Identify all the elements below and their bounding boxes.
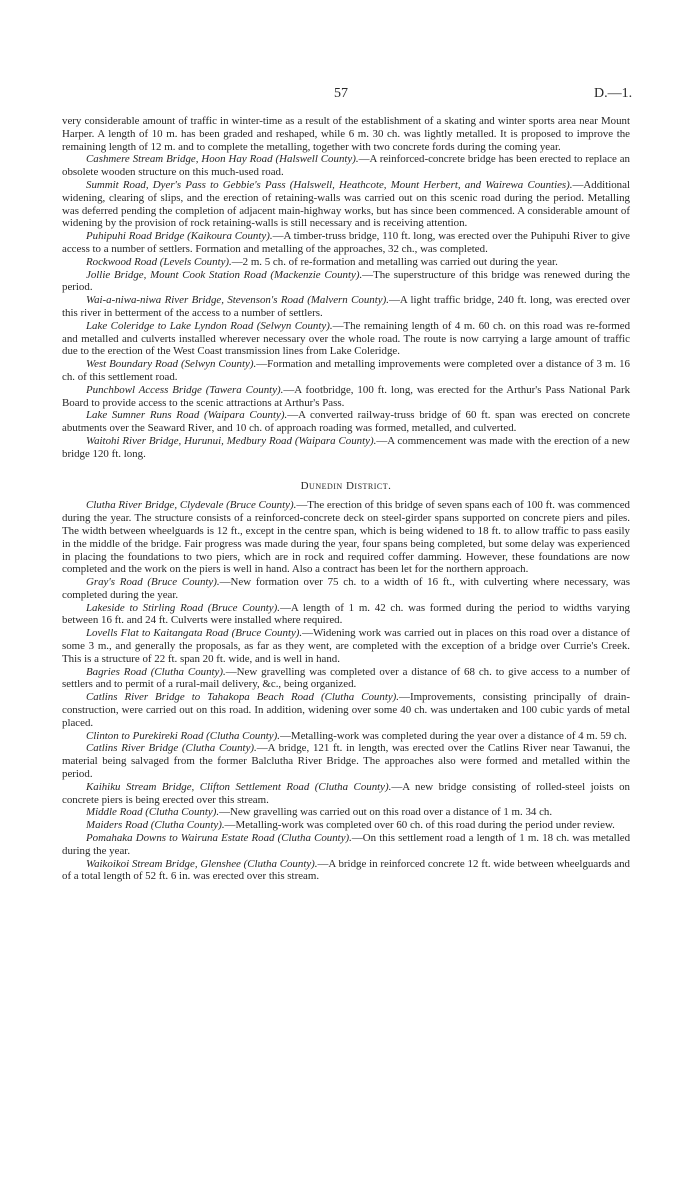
entry-text: —The superstructure of this bridge was renewed during the period. — [62, 268, 630, 294]
entry-text: —New gravelling was carried out on this road over a distance of 1 m. 34 ch. — [219, 806, 553, 819]
entry-title: Cashmere Stream Bridge, Hoon Hay Road (Halswell County). — [86, 153, 359, 166]
entry-title: Gray's Road (Bruce County). — [86, 576, 220, 589]
entry-text: —The erection of this bridge of seven spans each of 100 ft. was commenced during the year. The structure consists of a reinforced-concrete deck on steel-girder spans supported on concrete piers and piles. The width between wheelguards is 12 ft., except in the centre span, which is being widened to 18 ft. to allow traffic to pass easily in the middle of the bridge. Fair progress was made during the year, four spans being completed, but some delay was experienced in placing the foundations to two piers, which are in rock and required coffer damming. However, these foundations are now completed and the work on the piers is well in hand. Also a contract has been let for the northern approach. — [62, 499, 630, 576]
entry-text: —Metalling-work was completed during the year over a distance of 4 m. 59 ch. — [280, 729, 627, 742]
entry-paragraph — [62, 819, 630, 832]
entry-paragraph — [62, 742, 630, 780]
entry-paragraph — [62, 256, 630, 269]
entry-title: Waikoikoi Stream Bridge, Glenshee (Clutha County). — [86, 857, 318, 870]
entry-paragraph — [62, 294, 630, 320]
entry-title: Catlins River Bridge (Clutha County). — [86, 742, 257, 755]
entry-title: West Boundary Road (Selwyn County). — [86, 358, 257, 371]
entry-title: Puhipuhi Road Bridge (Kaikoura County). — [86, 230, 273, 243]
entry-title: Clinton to Purekireki Road (Clutha County). — [86, 729, 280, 742]
entry-title: Middle Road (Clutha County). — [86, 806, 220, 819]
body-text — [62, 115, 630, 883]
entry-title: Waitohi River Bridge, Hurunui, Medbury Road (Waipara County). — [86, 434, 377, 447]
entry-text: —New gravelling was completed over a distance of 68 ch. to give access to a number of settlers and to permit of a rural-mail delivery, &c., being organized. — [62, 665, 631, 691]
entry-title: Summit Road, Dyer's Pass to Gebbie's Pass (Halswell, Heathcote, Mount Herbert, and Wairewa Counties). — [86, 178, 573, 191]
entry-paragraph — [62, 666, 630, 692]
page-number: 57 — [334, 86, 348, 101]
entry-text: —A reinforced-concrete bridge has been erected to replace an obsolete wooden structure on this much-used road. — [62, 153, 630, 179]
entry-paragraph — [62, 269, 630, 295]
entry-text: —A timber-truss bridge, 110 ft. long, was erected over the Puhipuhi River to give access to a number of settlers. Formation and metalling of the approaches, 32 ch., was completed. — [62, 230, 630, 255]
entry-paragraph — [62, 627, 630, 665]
entry-title: Rockwood Road (Levels County). — [86, 255, 232, 268]
intro-paragraph: very considerable amount of traffic in winter-time as a result of the establishment of a skating and winter sports area near Mount Harper. A length of 10 m. has been graded and reshaped, while 6 m. 30 ch. was lightly metalled. It is proposed to improve the remaining length of 12 m. and to complete the metalling, together with two concrete fords during the coming year. — [62, 115, 630, 153]
entry-text: —A commencement was made with the erection of a new bridge 120 ft. long. — [62, 434, 630, 460]
entry-title: Kaihiku Stream Bridge, Clifton Settlement Road (Clutha County). — [86, 780, 392, 793]
entry-text: —New formation over 75 ch. to a width of 16 ft., with culverting where necessary, was completed during the year. — [62, 576, 631, 601]
entry-title: Punchbowl Access Bridge (Tawera County). — [86, 383, 284, 396]
entry-title: Lake Sumner Runs Road (Waipara County). — [86, 409, 288, 422]
entry-paragraph — [62, 499, 630, 576]
entry-paragraph — [62, 691, 630, 729]
entry-title: Clutha River Bridge, Clydevale (Bruce County). — [86, 499, 297, 512]
entry-text: —A new bridge consisting of rolled-steel joists on concrete piers is being erected over this stream. — [62, 780, 630, 806]
entry-text: —Metalling-work was completed over 60 ch. of this road during the period under review. — [224, 819, 615, 832]
entry-title: Lake Coleridge to Lake Lyndon Road (Selwyn County). — [86, 319, 333, 332]
entry-title: Lovells Flat to Kaitangata Road (Bruce County). — [86, 627, 303, 640]
entry-text: —Formation and metalling improvements were completed over a distance of 3 m. 16 ch. of this settlement road. — [62, 358, 630, 383]
entry-paragraph — [62, 832, 630, 858]
entry-paragraph — [62, 806, 630, 819]
entry-paragraph — [62, 409, 630, 435]
entry-paragraph — [62, 781, 630, 807]
entry-text: —A length of 1 m. 42 ch. was formed during the period to widths varying between 16 ft. and 24 ft. Culverts were installed where required. — [62, 601, 631, 627]
entry-paragraph — [62, 384, 630, 410]
entry-paragraph — [62, 320, 630, 358]
entry-title: Pomahaka Downs to Wairuna Estate Road (Clutha County). — [86, 832, 352, 845]
district-heading: Dunedin District. — [300, 479, 392, 492]
entry-text: —The remaining length of 4 m. 60 ch. on this road was re-formed and metalled and culverts installed wherever necessary over the whole road. The route is now carrying a large amount of traffic due to the erection of the West Coast transmission lines from Lake Coleridge. — [62, 319, 631, 358]
entry-title: Bagries Road (Clutha County). — [86, 665, 226, 678]
entry-paragraph — [62, 858, 630, 884]
entry-paragraph — [62, 358, 630, 384]
entry-text: —Improvements, consisting principally of drain-construction, were carried out on this road. In addition, widening over some 40 ch. was undertaken and 100 cubic yards of metal placed. — [62, 691, 631, 729]
entry-paragraph — [62, 230, 630, 256]
entry-paragraph — [62, 576, 630, 602]
entry-text: —On this settlement road a length of 1 m. 18 ch. was metalled during the year. — [62, 832, 631, 857]
entry-text: —A light traffic bridge, 240 ft. long, was erected over this river in betterment of the access to a number of settlers. — [62, 294, 630, 319]
entry-title: Catlins River Bridge to Tahakopa Beach Road (Clutha County). — [86, 691, 400, 704]
entry-title: Jollie Bridge, Mount Cook Station Road (Mackenzie County). — [86, 268, 363, 281]
canterbury-entries — [62, 153, 630, 460]
entry-paragraph — [62, 730, 630, 743]
entry-paragraph — [62, 435, 630, 461]
entry-title: Wai-a-niwa-niwa River Bridge, Stevenson's Road (Malvern County). — [86, 294, 389, 307]
entry-text: —A converted railway-truss bridge of 60 ft. span was erected on concrete abutments over the Seaward River, and 10 ch. of approach roading was formed, metalled, and culverted. — [62, 409, 630, 435]
dunedin-entries — [62, 499, 630, 883]
entry-paragraph — [62, 153, 630, 179]
entry-text: —A footbridge, 100 ft. long, was erected for the Arthur's Pass National Park Board to provide access to the scenic attractions at Arthur's Pass. — [62, 383, 631, 409]
entry-paragraph — [62, 179, 630, 230]
entry-text: —Additional widening, clearing of slips, and the erection of retaining-walls was carried out on this scenic road during the period. Metalling was deferred pending the completion of adjacent main-highway works, but has since been commenced. A considerable amount of widening by the provision of rock retaining-walls is still necessary and is receiving attention. — [62, 178, 630, 230]
entry-title: Maiders Road (Clutha County). — [86, 819, 225, 832]
document-reference: D.—1. — [594, 86, 633, 101]
entry-paragraph — [62, 602, 630, 628]
entry-title: Lakeside to Stirling Road (Bruce County). — [86, 601, 280, 614]
entry-text: —A bridge in reinforced concrete 12 ft. wide between wheelguards and of a total length of 52 ft. 6 in. was erected over this stream. — [62, 857, 630, 883]
entry-text: —Widening work was carried out in places on this road over a distance of some 3 m., and generally the proposals, as far as they went, are completed with the exception of a bridge over Currie's Creek. This is a structure of 22 ft. span 20 ft. wide, and is well in hand. — [62, 627, 630, 665]
entry-text: —A bridge, 121 ft. in length, was erected over the Catlins River near Tawanui, the material being salvaged from the former Balclutha River Bridge. The approaches also were formed and metalled within the period. — [62, 742, 630, 781]
entry-text: —2 m. 5 ch. of re-formation and metalling was carried out during the year. — [231, 255, 558, 268]
